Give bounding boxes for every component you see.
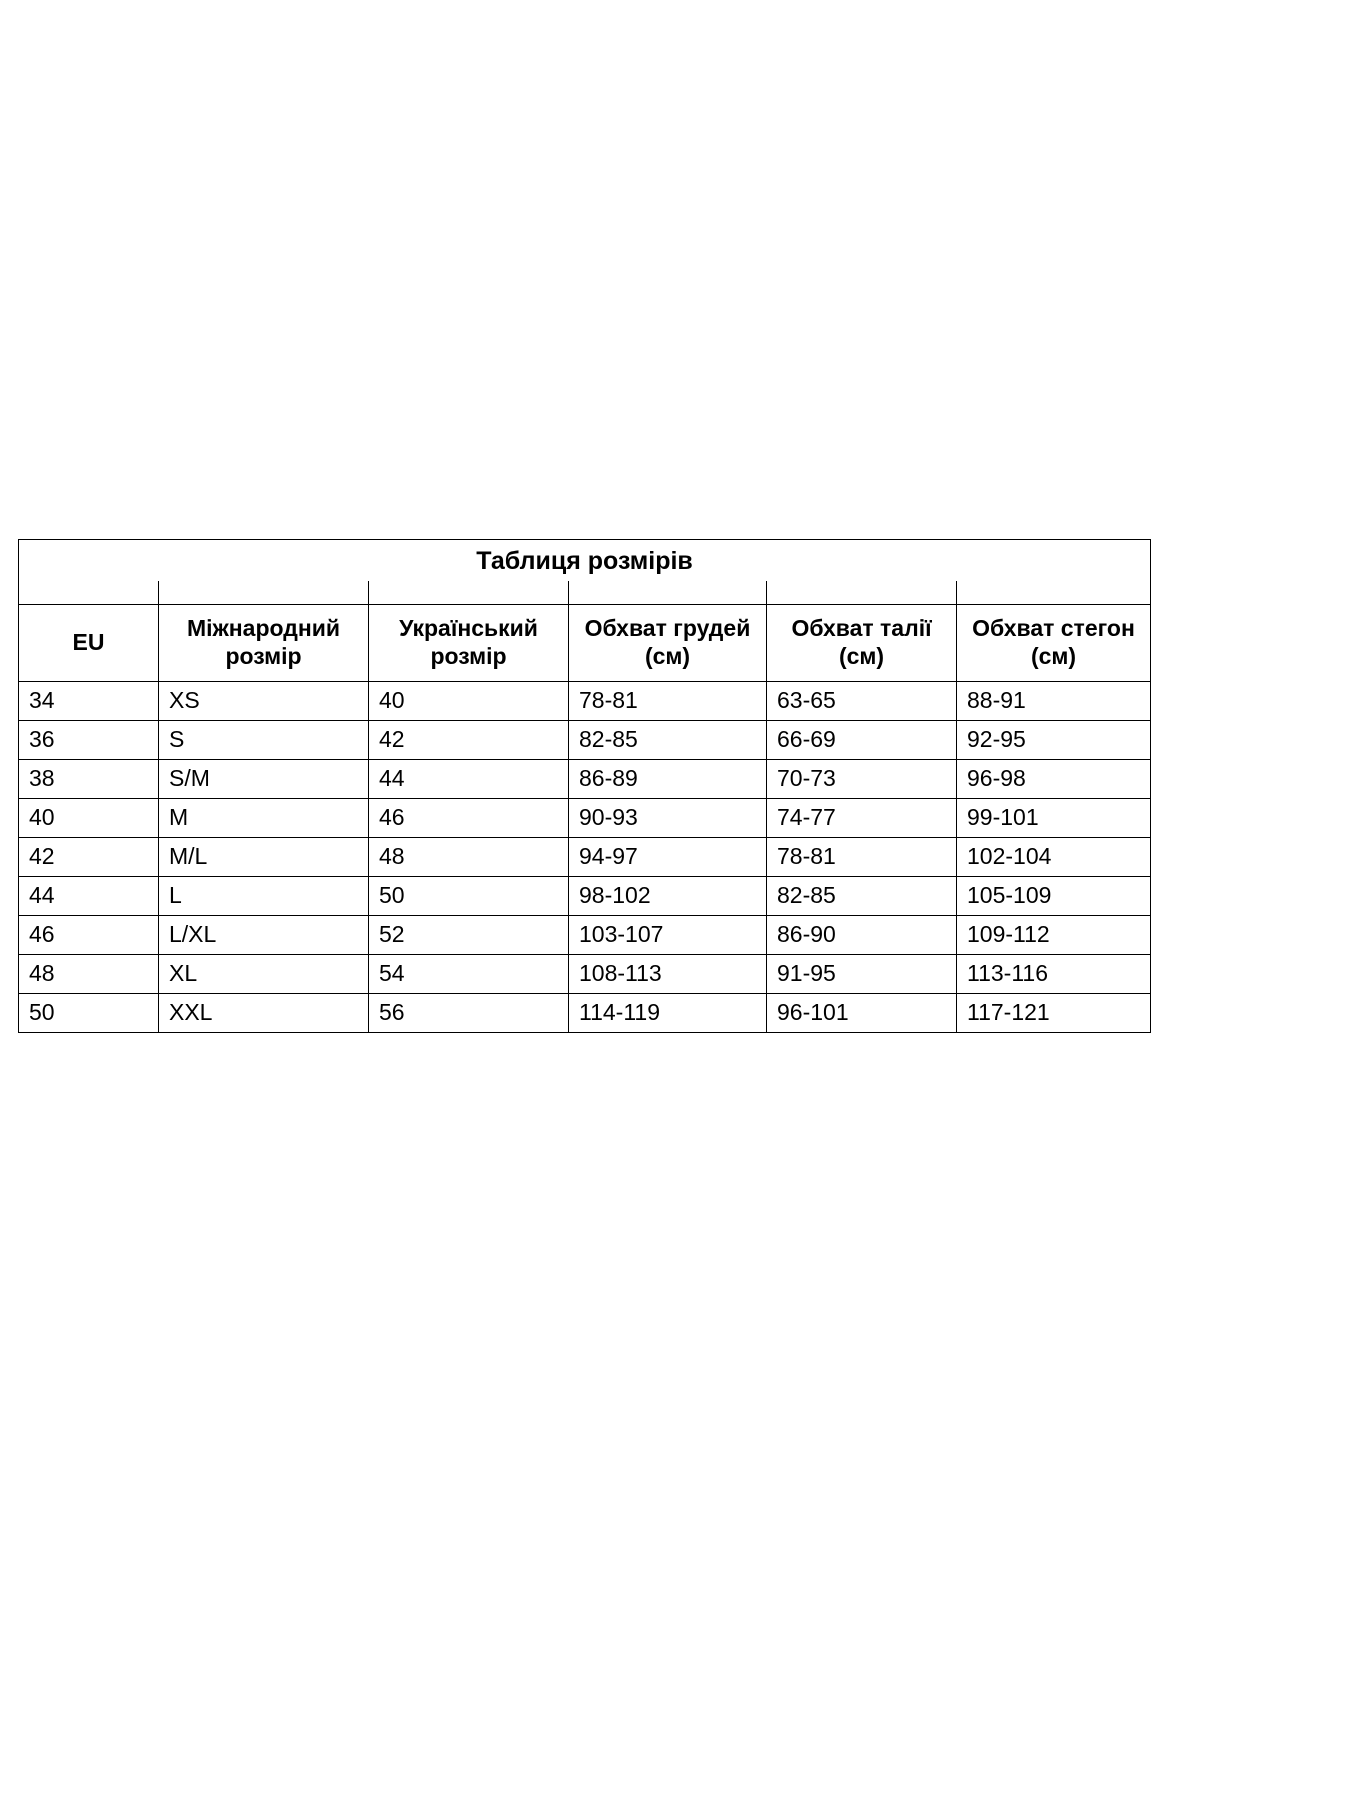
cell-waist: 91-95 [767,955,957,994]
cell-waist: 66-69 [767,721,957,760]
cell-ukrainian: 52 [369,916,569,955]
cell-hips: 92-95 [957,721,1151,760]
table-header-row [19,605,1151,682]
cell-waist: 63-65 [767,682,957,721]
page-title: Таблиця розмірів [19,540,1151,582]
cell-chest: 98-102 [569,877,767,916]
table-row [19,838,1151,877]
cell-waist: 86-90 [767,916,957,955]
cell-international: XL [159,955,369,994]
cell-waist: 82-85 [767,877,957,916]
cell-ukrainian: 40 [369,682,569,721]
table-row [19,994,1151,1033]
column-header-chest: Обхват грудей (см) [569,605,767,682]
cell-ukrainian: 42 [369,721,569,760]
cell-eu: 48 [19,955,159,994]
spacer-cell-4 [767,581,957,605]
cell-eu: 50 [19,994,159,1033]
cell-hips: 96-98 [957,760,1151,799]
cell-international: XXL [159,994,369,1033]
cell-ukrainian: 44 [369,760,569,799]
table-title-row [19,540,1151,582]
column-header-waist: Обхват талії (см) [767,605,957,682]
column-header-eu: EU [19,605,159,682]
cell-waist: 70-73 [767,760,957,799]
cell-chest: 78-81 [569,682,767,721]
cell-eu: 36 [19,721,159,760]
cell-hips: 102-104 [957,838,1151,877]
cell-international: S [159,721,369,760]
table-row [19,916,1151,955]
cell-ukrainian: 48 [369,838,569,877]
column-header-ukrainian-size: Український розмір [369,605,569,682]
spacer-cell-2 [369,581,569,605]
cell-chest: 86-89 [569,760,767,799]
cell-hips: 113-116 [957,955,1151,994]
size-table [18,539,1151,1033]
cell-eu: 34 [19,682,159,721]
cell-international: L [159,877,369,916]
spacer-cell-5 [957,581,1151,605]
table-row [19,682,1151,721]
cell-hips: 109-112 [957,916,1151,955]
cell-eu: 40 [19,799,159,838]
cell-international: S/M [159,760,369,799]
cell-ukrainian: 54 [369,955,569,994]
cell-eu: 44 [19,877,159,916]
size-chart-sheet [18,539,1150,1033]
column-header-international-size: Міжнародний розмір [159,605,369,682]
spacer-cell-3 [569,581,767,605]
cell-hips: 99-101 [957,799,1151,838]
table-row [19,721,1151,760]
cell-chest: 114-119 [569,994,767,1033]
table-row [19,877,1151,916]
spacer-cell-1 [159,581,369,605]
table-row [19,799,1151,838]
cell-international: L/XL [159,916,369,955]
cell-international: M/L [159,838,369,877]
spacer-cell-0 [19,581,159,605]
cell-ukrainian: 56 [369,994,569,1033]
table-row [19,955,1151,994]
cell-international: XS [159,682,369,721]
cell-waist: 78-81 [767,838,957,877]
cell-hips: 105-109 [957,877,1151,916]
cell-chest: 82-85 [569,721,767,760]
cell-hips: 88-91 [957,682,1151,721]
cell-chest: 94-97 [569,838,767,877]
cell-ukrainian: 46 [369,799,569,838]
cell-international: M [159,799,369,838]
cell-chest: 90-93 [569,799,767,838]
cell-eu: 46 [19,916,159,955]
cell-waist: 74-77 [767,799,957,838]
cell-chest: 108-113 [569,955,767,994]
cell-waist: 96-101 [767,994,957,1033]
cell-chest: 103-107 [569,916,767,955]
column-header-hips: Обхват стегон (см) [957,605,1151,682]
cell-eu: 42 [19,838,159,877]
table-row [19,760,1151,799]
cell-eu: 38 [19,760,159,799]
cell-ukrainian: 50 [369,877,569,916]
cell-hips: 117-121 [957,994,1151,1033]
table-spacer-row [19,581,1151,605]
